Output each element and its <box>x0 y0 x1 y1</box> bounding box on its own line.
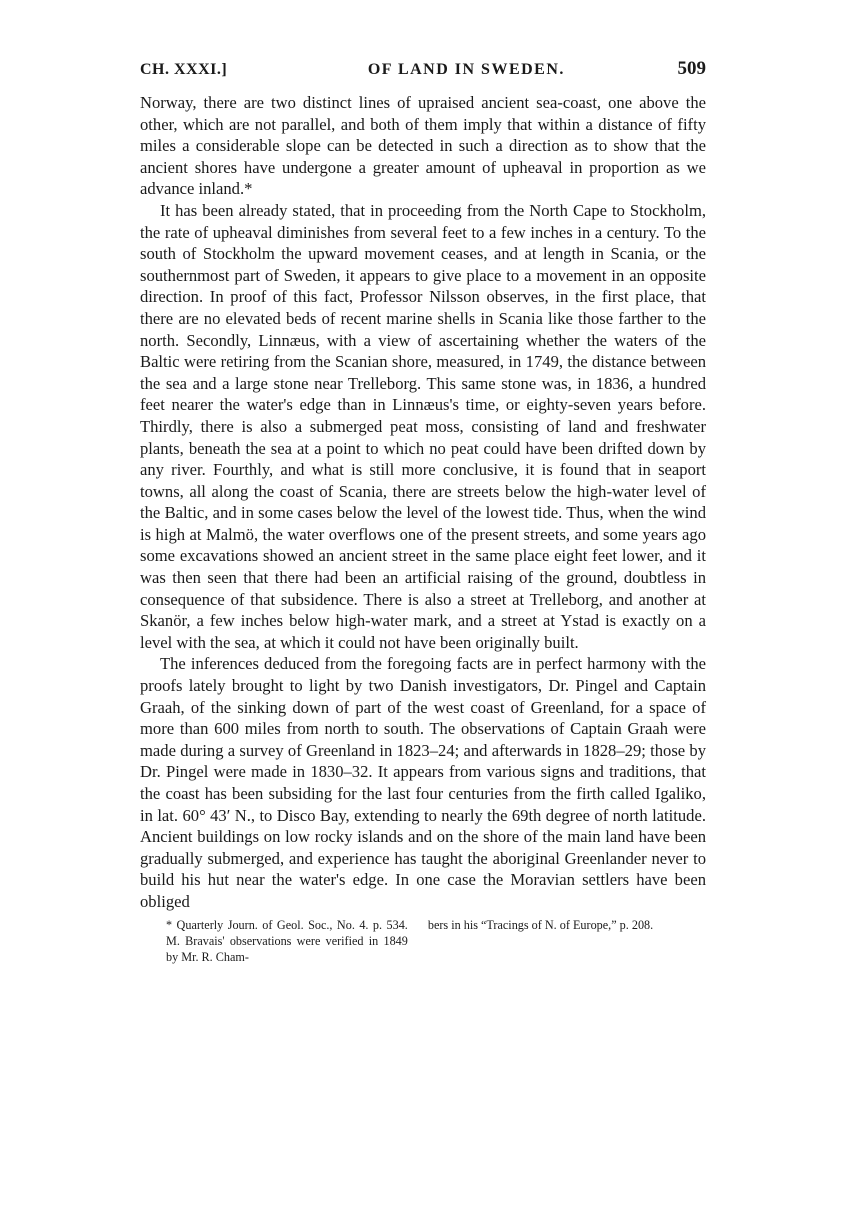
book-page <box>140 58 706 965</box>
footnote-left-column: * Quarterly Journ. of Geol. Soc., No. 4. p. 534. M. Bravais' observations were verified in 1849 by Mr. R. Cham- <box>166 917 408 964</box>
footnote <box>140 917 706 965</box>
body-text <box>140 92 706 913</box>
page-number: 509 <box>677 58 706 79</box>
footnote-right-column: bers in his “Tracings of N. of Europe,” p. 208. <box>427 917 654 932</box>
paragraph-2: It has been already stated, that in proceeding from the North Cape to Stockholm, the rate of upheaval diminishes from several feet to a few inches in a century. To the south of Stockholm the upward movement ceases, and at length in Scania, or the southernmost part of Sweden, it appears to give place to a movement in an opposite direction. In proof of this fact, Professor Nilsson observes, in the first place, that there are no elevated beds of recent marine shells in Scania like those farther to the north. Secondly, Linnæus, with a view of ascertaining whether the waters of the Baltic were retiring from the Scanian shore, measured, in 1749, the distance between the sea and a large stone near Trelleborg. This same stone was, in 1836, a hundred feet nearer the water's edge than in Linnæus's time, or eighty-seven years before. Thirdly, there is also a submerged peat moss, consisting of land and freshwater plants, beneath the sea at a point to which no peat could have been drifted down by any river. Fourthly, and what is still more conclusive, it is found that in seaport towns, all along the coast of Scania, there are streets below the high-water level of the Baltic, and in some cases below the level of the lowest tide. Thus, when the wind is high at Malmö, the water overflows one of the present streets, and some years ago some excavations showed an ancient street in the same place eight feet lower, and it was then seen that there had been an artificial raising of the ground, doubtless in consequence of that subsidence. There is also a street at Trelleborg, and another at Skanör, a few inches below high-water mark, and a street at Ystad is exactly on a level with the sea, at which it could not have been originally built. <box>140 200 706 652</box>
paragraph-1: Norway, there are two distinct lines of upraised ancient sea-coast, one above the other, which are not parallel, and both of them imply that within a distance of fifty miles a considerable slope can be detected in such a direction as to show that the ancient shores have undergone a greater amount of upheaval in proportion as we advance inland.* <box>140 93 706 199</box>
paragraph-3: The inferences deduced from the foregoing facts are in perfect harmony with the proofs lately brought to light by two Danish investigators, Dr. Pingel and Captain Graah, of the sinking down of part of the west coast of Greenland, for a space of more than 600 miles from north to south. The observations of Captain Graah were made during a survey of Greenland in 1823–24; and afterwards in 1828–29; those by Dr. Pingel were made in 1830–32. It appears from various signs and traditions, that the coast has been subsiding for the last four centuries from the firth called Igaliko, in lat. 60° 43′ N., to Disco Bay, extending to nearly the 69th degree of north latitude. Ancient buildings on low rocky islands and on the shore of the main land have been gradually submerged, and experience has taught the aboriginal Greenlander never to build his hut near the water's edge. In one case the Moravian settlers have been obliged <box>140 654 706 911</box>
running-head <box>140 58 706 92</box>
running-title: OF LAND IN SWEDEN. <box>367 61 565 78</box>
chapter-label: CH. XXXI.] <box>140 61 228 78</box>
